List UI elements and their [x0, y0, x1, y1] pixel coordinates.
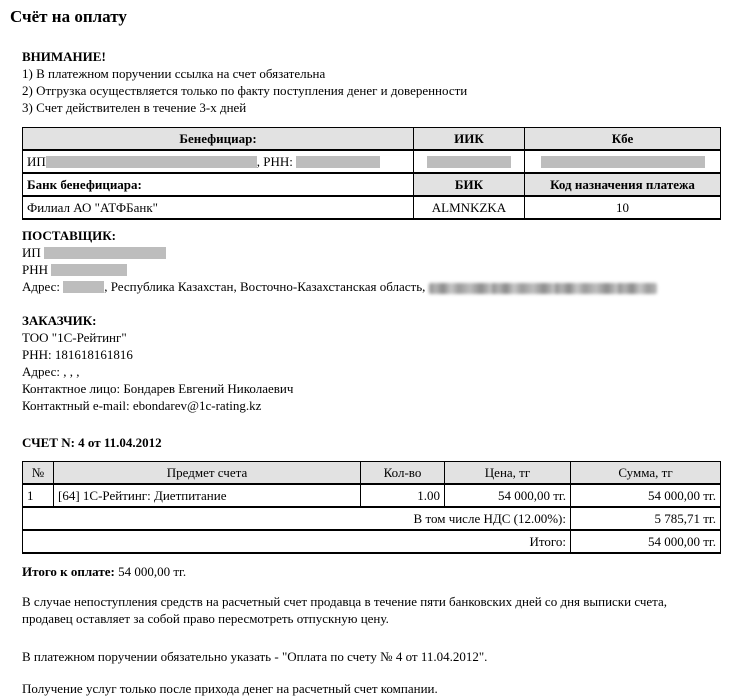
supplier-ip-line — [22, 244, 720, 261]
payment-code-value-cell: 10 — [525, 196, 721, 219]
notice-line-1: 1) В платежном поручении ссылка на счет обязательна — [22, 66, 326, 81]
bank-name-header-cell: Банк бенефициара: — [23, 173, 414, 196]
kbe-value-cell — [525, 150, 721, 173]
items-header-row — [23, 462, 721, 485]
invoice-items-table — [22, 461, 721, 554]
item-row — [23, 484, 721, 507]
supplier-rnn-line — [22, 261, 720, 278]
payment-code-header-cell: Код назначения платежа — [525, 173, 721, 196]
customer-rnn-line: РНН: 181618161816 — [22, 347, 133, 362]
payment-reference-paragraph: В платежном поручении обязательно указать - "Оплата по счету № 4 от 11.04.2012". — [22, 649, 488, 664]
item-subject-cell: [64] 1С-Рейтинг: Диетпитание — [54, 484, 361, 507]
total-row — [23, 530, 721, 553]
supplier-heading: ПОСТАВЩИК: — [22, 228, 116, 243]
total-due-label: Итого к оплате: — [22, 564, 115, 579]
page-title: Счёт на оплату — [10, 7, 127, 26]
beneficiary-cell — [23, 150, 414, 173]
terms-paragraph: В случае непоступления средств на расчетный счет продавца в течение пяти банковских дней со дня выписки счета, продавец оставляет за собой право пересмотреть отпускную цену. — [22, 594, 668, 626]
notice-line-2: 2) Отгрузка осуществляется только по факту поступления денег и доверенности — [22, 83, 468, 98]
redacted-iik-value — [427, 156, 511, 168]
supplier-address-text: , Республика Казахстан, Восточно-Казахстанская область, — [104, 279, 426, 294]
redacted-supplier-name — [44, 247, 166, 259]
bank-details-table — [22, 127, 721, 220]
item-number-cell: 1 — [23, 484, 54, 507]
customer-address-line: Адрес: , , , — [22, 364, 80, 379]
col-header-number: № — [23, 462, 54, 485]
bank-table-header-row — [23, 128, 721, 151]
bank-values-row — [23, 196, 721, 219]
beneficiary-header-cell: Бенефициар: — [23, 128, 414, 151]
notice-heading: ВНИМАНИЕ! — [22, 49, 106, 64]
beneficiary-row — [23, 150, 721, 173]
redacted-supplier-city — [63, 281, 104, 293]
document-body — [22, 48, 720, 697]
vat-label-cell: В том числе НДС (12.00%): — [23, 507, 571, 530]
bank-name-cell: Филиал АО "АТФБанк" — [23, 196, 414, 219]
vat-row — [23, 507, 721, 530]
redacted-beneficiary-rnn — [296, 156, 380, 168]
iik-value-cell — [414, 150, 525, 173]
redacted-kbe-value — [541, 156, 705, 168]
customer-heading: ЗАКАЗЧИК: — [22, 313, 97, 328]
total-label-cell: Итого: — [23, 530, 571, 553]
item-sum-cell: 54 000,00 тг. — [571, 484, 721, 507]
total-value-cell: 54 000,00 тг. — [571, 530, 721, 553]
total-due-value: 54 000,00 тг. — [118, 564, 187, 579]
customer-contact-line: Контактное лицо: Бондарев Евгений Николаевич — [22, 381, 294, 396]
supplier-address-label: Адрес: — [22, 279, 60, 294]
redacted-supplier-rnn — [51, 264, 127, 276]
supplier-ip-label: ИП — [22, 245, 41, 260]
bank-header-row — [23, 173, 721, 196]
invoice-number-line: СЧЕТ N: 4 от 11.04.2012 — [22, 435, 162, 450]
col-header-quantity: Кол-во — [361, 462, 445, 485]
col-header-sum: Сумма, тг — [571, 462, 721, 485]
col-header-subject: Предмет счета — [54, 462, 361, 485]
kbe-header-cell: Кбе — [525, 128, 721, 151]
item-price-cell: 54 000,00 тг. — [445, 484, 571, 507]
supplier-address-line — [22, 278, 720, 295]
redacted-beneficiary-name — [46, 156, 257, 168]
service-delivery-paragraph: Получение услуг только после прихода денег на расчетный счет компании. — [22, 681, 438, 696]
bik-header-cell: БИК — [414, 173, 525, 196]
blurred-supplier-address — [429, 283, 657, 294]
iik-header-cell: ИИК — [414, 128, 525, 151]
bik-value-cell: ALMNKZKA — [414, 196, 525, 219]
customer-name-line: ТОО "1С-Рейтинг" — [22, 330, 127, 345]
beneficiary-prefix: ИП — [27, 154, 46, 169]
col-header-price: Цена, тг — [445, 462, 571, 485]
customer-email-line: Контактный e-mail: ebondarev@1c-rating.kz — [22, 398, 262, 413]
notice-line-3: 3) Счет действителен в течение 3-х дней — [22, 100, 247, 115]
beneficiary-rnn-label: , РНН: — [256, 154, 293, 169]
item-quantity-cell: 1.00 — [361, 484, 445, 507]
supplier-rnn-label: РНН — [22, 262, 49, 277]
total-due-line — [22, 563, 720, 580]
vat-value-cell: 5 785,71 тг. — [571, 507, 721, 530]
